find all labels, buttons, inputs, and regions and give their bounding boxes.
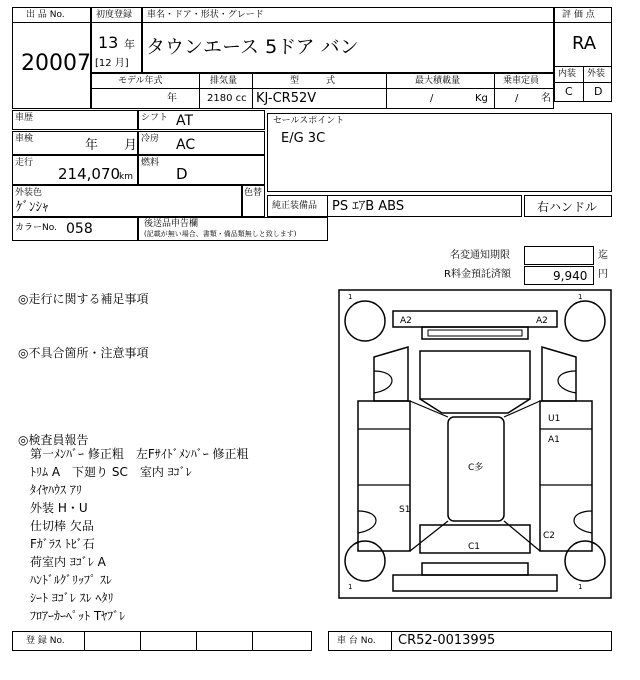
ac-label: 冷房: [141, 134, 160, 144]
mileage-unit: km: [119, 172, 133, 182]
max-load-unit: Kg: [475, 93, 488, 104]
vehicle-diagram: [338, 289, 612, 599]
wheel-front-right: [565, 301, 605, 341]
first-reg-year: 13: [98, 33, 119, 52]
shift-value: AT: [176, 113, 194, 129]
mileage-value: 214,070: [58, 165, 121, 183]
mileage-label: 走行: [15, 158, 34, 168]
shift-label: シフト: [141, 113, 169, 123]
wheel-rear-right: [565, 541, 605, 581]
inspector-line: ﾄﾘﾑ A 下廻り SC 室内 ﾖｺﾞﾚ: [30, 465, 192, 479]
first-reg-label: 初度登録: [96, 10, 133, 20]
repaint-label: 色替: [244, 188, 263, 198]
displacement-label: 排気量: [210, 76, 238, 86]
model-year-label: モデル年式: [118, 76, 163, 86]
inspection-value: 年 月: [85, 138, 138, 153]
tire-label-rl: 1: [348, 583, 353, 591]
sales-point-value: E/G 3C: [281, 131, 326, 146]
defects-heading: ◎不具合箇所・注意事項: [18, 346, 149, 360]
mark-c2: C2: [543, 531, 556, 541]
front-bumper: [393, 311, 557, 327]
docs-note: (記載が無い場合、書類・備品類無しと致します): [144, 230, 297, 238]
right-front-fender: [542, 347, 576, 401]
fuel-value: D: [176, 165, 188, 183]
windshield: [420, 351, 530, 399]
model-code: KJ-CR52V: [256, 91, 317, 106]
equipment-label: 純正装備品: [272, 201, 318, 211]
registration-label: 登 録 No.: [26, 636, 65, 646]
history-label: 車歴: [15, 113, 34, 123]
deadline-box: [524, 246, 594, 265]
inspector-line: ﾀｲﾔﾊｳｽ ｱﾘ: [30, 483, 82, 497]
recycle-unit: 円: [598, 269, 608, 280]
first-reg-month: [12 月]: [95, 58, 129, 69]
inspection-label: 車検: [15, 134, 34, 144]
tire-label-fr: 1: [578, 293, 583, 301]
deadline-unit: 迄: [598, 250, 608, 261]
rear-bumper: [393, 575, 557, 591]
max-load-label: 最大積載量: [415, 76, 461, 86]
type-label: 型 式: [290, 76, 336, 86]
driving-heading: ◎走行に関する補足事項: [18, 292, 149, 306]
grade-label: 評 価 点: [562, 10, 595, 20]
year-unit: 年: [124, 38, 135, 51]
equipment-value: PS ｴｱB ABS: [332, 199, 405, 214]
inspector-line: Fｶﾞﾗｽ ﾄﾋﾞ石: [30, 537, 95, 551]
inspector-line: ﾌﾛｱｰｶｰﾍﾟｯﾄ Tﾔﾌﾞﾚ: [30, 609, 126, 623]
inspector-heading: ◎検査員報告: [18, 433, 89, 447]
left-front-fender: [374, 347, 408, 401]
vehicle-name-label: 車名・ドア・形状・グレード: [147, 10, 264, 20]
mark-u1: U1: [548, 414, 561, 424]
fuel-label: 燃料: [141, 158, 160, 168]
sales-point-label: セールスポイント: [273, 116, 345, 126]
mark-s1: S1: [399, 505, 411, 515]
wheel-front-left: [345, 301, 385, 341]
displacement: 2180 cc: [207, 93, 247, 104]
inspector-line: ﾊﾝﾄﾞﾙｸﾞﾘｯﾌﾟ ｽﾚ: [30, 573, 112, 587]
grade-value: RA: [572, 33, 597, 54]
inspector-line: 仕切棒 欠品: [30, 519, 94, 533]
lot-label: 出 品 No.: [26, 10, 65, 20]
color-no-label: カラーNo.: [15, 223, 57, 233]
deadline-label: 名変通知期限: [450, 250, 510, 261]
interior-label: 内装: [558, 69, 577, 79]
front-grille: [422, 327, 528, 339]
color-no-value: 058: [66, 221, 93, 237]
inspector-line: 外装 H・U: [30, 501, 88, 515]
capacity-label: 乗車定員: [503, 76, 540, 86]
chassis-number: CR52-0013995: [398, 633, 496, 648]
color-value: ｹﾞﾝｼｬ: [16, 200, 49, 215]
left-side-panel: [358, 401, 410, 551]
mark-a2-right: A2: [536, 316, 548, 326]
vehicle-name: タウンエース 5ドア バン: [146, 36, 359, 58]
recycle-label: R料金預託済額: [444, 269, 511, 280]
recycle-value: 9,940: [553, 269, 588, 283]
chassis-label: 車 台 No.: [337, 636, 376, 646]
inspector-line: ｼｰﾄ ﾖｺﾞﾚ ｽﾚ ﾍﾀﾘ: [30, 591, 114, 605]
exterior-grade: D: [594, 85, 603, 98]
wheel-rear-left: [345, 541, 385, 581]
tire-label-rr: 1: [578, 583, 583, 591]
inspector-line: 荷室内 ﾖｺﾞﾚ A: [30, 555, 106, 569]
inspector-line: 第一ﾒﾝﾊﾞｰ 修正粗 左Fｻｲﾄﾞﾒﾝﾊﾞｰ 修正粗: [30, 447, 249, 461]
capacity-unit: 名: [541, 93, 551, 104]
mark-c-many: C多: [468, 463, 484, 473]
exterior-label: 外装: [587, 69, 606, 79]
mark-c1: C1: [468, 542, 481, 552]
ac-value: AC: [176, 137, 196, 153]
color-label: 外装色: [15, 188, 43, 198]
capacity-value: /: [515, 93, 519, 104]
model-year-unit: 年: [167, 93, 177, 104]
mark-a1: A1: [548, 435, 560, 445]
interior-grade: C: [565, 85, 573, 98]
max-load-value: /: [430, 93, 434, 104]
docs-label: 後送品申告欄: [144, 219, 199, 229]
mark-a2-left: A2: [400, 316, 412, 326]
lot-number: 20007: [21, 51, 91, 76]
tire-label-fl: 1: [348, 293, 353, 301]
steering-value: 右ハンドル: [537, 200, 598, 214]
